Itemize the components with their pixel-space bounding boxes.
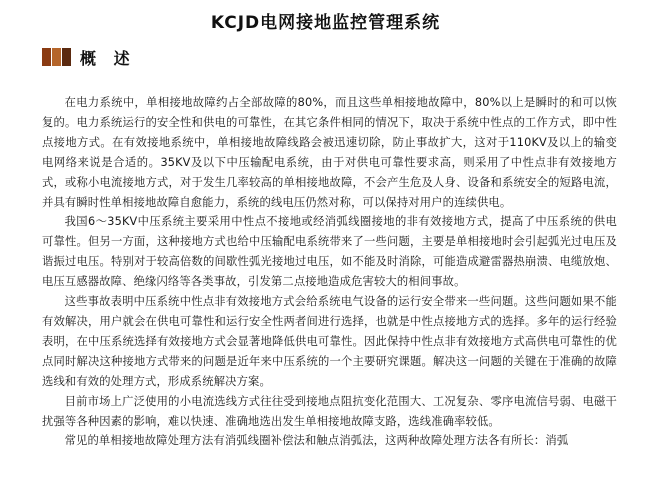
paragraph: 这些事故表明中压系统中性点非有效接地方式会给系统电气设备的运行安全带来一些问题。这些问题如果不能有效解决，用户就会在供电可靠性和运行安全性两者间进行选择，也就是中性点接地方式的选择。多年的运行经验表明，在中压系统选择有效接地方式会显著地降低供电可靠性。因此保持中性点非有效接地方式高供电可靠性的优点同时解决这种接地方式带来的问题是近年来中压系统的一个主要研究课题。解决这一问题的关键在于准确的故障选线和有效的处理方式，形成系统解决方案。 [42,295,617,388]
section-heading [42,47,136,67]
block-3 [62,48,71,66]
paragraph: 我国6～35KV中压系统主要采用中性点不接地或经消弧线圈接地的非有效接地方式，提高了中压系统的供电可靠性。但另一方面，这种接地方式也给中压输配电系统带来了一些问题，主要是单相接地时会引起弧光过电压及谐振过电压。特别对于较高倍数的间歇性弧光接地过电压，如不能及时消除，可能造成避雷器热崩溃、电缆放炮、电压互感器故障、绝缘闪络等各类事故，引发第二点接地造成危害较大的相间事故。 [42,215,617,289]
block-1 [42,48,51,66]
block-2 [52,48,61,66]
body-text [42,93,617,451]
paragraph: 目前市场上广泛使用的小电流选线方式往往受到接地点阻抗变化范围大、工况复杂、零序电流信号弱、电磁干扰强等各种因素的影响，难以快速、准确地选出发生单相接地故障支路，选线准确率较低。 [42,394,617,428]
paragraph: 常见的单相接地故障处理方法有消弧线圈补偿法和触点消弧法，这两种故障处理方法各有所长：消弧 [64,434,569,448]
section-label: 概 述 [80,48,136,68]
stacked-blocks-icon [42,48,72,66]
page-title: KCJD电网接地监控管理系统 [210,13,441,33]
paragraph: 在电力系统中，单相接地故障约占全部故障的80%，而且这些单相接地故障中，80%以上是瞬时的和可以恢复的。电力系统运行的安全性和供电的可靠性，在其它条件相同的情况下，取决于系统中性点的工作方式，即中性点接地方式。在有效接地系统中，单相接地故障线路会被迅速切除，防止事故扩大，这对于110KV及以上的输变电网络来说是合适的。35KV及以下中压输配电系统，由于对供电可靠性要求高，则采用了中性点非有效接地方式，或称小电流接地方式，对于发生几率较高的单相接地故障，不会产生危及人身、设备和系统安全的短路电流，并具有瞬时性单相接地故障自愈能力，系统的线电压仍然对称，可以保持对用户的连续供电。 [42,96,617,209]
